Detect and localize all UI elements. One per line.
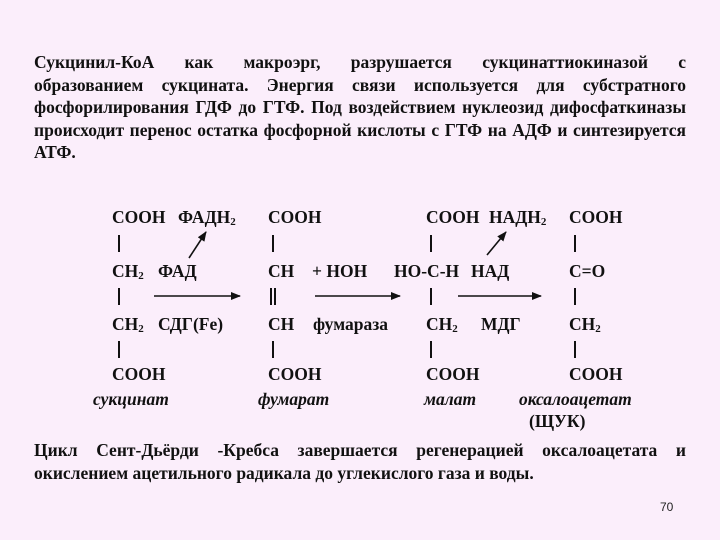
text-line: Сукцинил-КоА как макроэрг, разрушается сукцинаттиокиназой с	[34, 52, 686, 72]
text-line: АТФ.	[34, 142, 76, 163]
cofactor-arrow	[487, 232, 506, 255]
succinate-cooh-bottom: СООН	[112, 364, 166, 384]
succinate-label: сукцинат	[93, 389, 169, 409]
oxaloacetate-ch2: $СН_2$	[569, 314, 601, 335]
fumarate-cooh-top: СООН	[268, 207, 322, 227]
fumarate-cooh-bottom: СООН	[268, 364, 322, 384]
bond-line	[430, 341, 432, 358]
text-line: образованием сукцината. Энергия связи используется для субстратного	[34, 74, 686, 95]
text-line: окислением ацетильного радикала до углекислого газа и воды.	[34, 462, 534, 483]
fumarate-ch-top: СН	[268, 261, 295, 281]
cofactor-arrow	[189, 232, 206, 258]
fumarate-ch-bottom: СН	[268, 314, 295, 334]
oxaloacetate-keto: С=О	[569, 261, 606, 281]
fumarate-label: фумарат	[258, 389, 330, 409]
bond-line	[574, 235, 576, 252]
water-reagent-label: + НОН	[312, 261, 368, 281]
fad-label: ФАД	[158, 261, 197, 281]
mdh-enzyme-label: МДГ	[481, 314, 521, 334]
page-number: 70	[660, 500, 674, 514]
malate-cooh-bottom: СООН	[426, 364, 480, 384]
oxaloacetate-label: оксалоацетат	[519, 389, 632, 409]
nadh2-label: $НАДН_2$	[489, 207, 547, 228]
text-line: Цикл Сент-Дьёрди -Кребса завершается регенерацией оксалоацетата и	[34, 440, 686, 460]
bond-line	[118, 235, 120, 252]
bond-line	[430, 288, 432, 305]
oxaloacetate-cooh-top: СООН	[569, 207, 623, 227]
succinate-ch2-bottom: $СН_2$	[112, 314, 144, 335]
oxaloacetate-cooh-bottom: СООН	[569, 364, 623, 384]
oxaloacetate-abbrev: (ЩУК)	[529, 411, 586, 431]
bond-line	[574, 288, 576, 305]
succinate-cooh-top: СООН	[112, 207, 166, 227]
text-line: происходит перенос остатка фосфорной кислоты с ГТФ на АДФ и синтезируется	[34, 119, 686, 140]
sdh-enzyme-label: СДГ(Fe)	[158, 314, 224, 334]
intro-paragraph	[34, 51, 686, 164]
double-bond	[270, 288, 276, 305]
nad-label: НАД	[471, 261, 510, 281]
malate-cooh-top: СООН	[426, 207, 480, 227]
fadh2-label: $ФАДН_2$	[178, 207, 236, 228]
conclusion-paragraph	[34, 439, 686, 484]
fumarase-enzyme-label: фумараза	[313, 314, 389, 334]
bond-line	[272, 235, 274, 252]
bond-line	[272, 341, 274, 358]
malate-label: малат	[424, 389, 477, 409]
text-line: фосфорилирования ГДФ до ГТФ. Под воздействием нуклеозид дифосфаткиназы	[34, 97, 686, 118]
bond-line	[430, 235, 432, 252]
malate-hoch: НО-С-Н	[394, 261, 460, 281]
bond-line	[118, 288, 120, 305]
bond-line	[574, 341, 576, 358]
succinate-ch2-top: $СН_2$	[112, 261, 144, 282]
bond-line	[118, 341, 120, 358]
malate-ch2: $СН_2$	[426, 314, 458, 335]
